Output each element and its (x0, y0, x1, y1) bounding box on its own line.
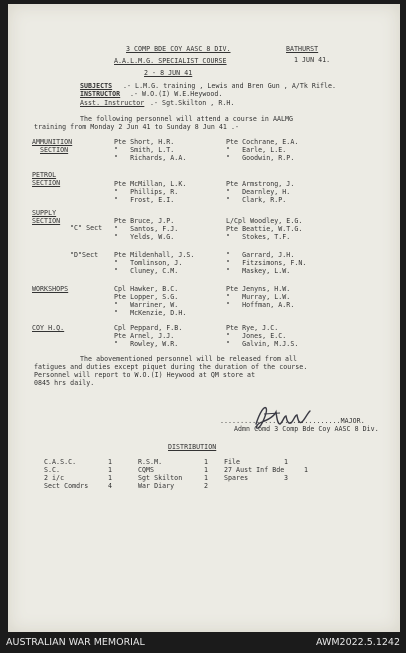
archive-reference: AWM2022.5.1242 (315, 637, 400, 648)
section-label: SECTION (32, 179, 61, 187)
distribution-count: 1 (204, 474, 209, 482)
personnel-entry: Pte Armstrong, J. (226, 180, 295, 188)
instructor-label: INSTRUCTOR (80, 90, 121, 98)
distribution-recipient: Spares (224, 474, 249, 482)
signatory-title: Admn Comd 3 Comp Bde Coy AASC 8 Div. (234, 425, 379, 433)
distribution-count: 2 (204, 482, 209, 490)
subjects-value: .- L.M.G. training , Lewis and Bren Gun , A/Tk Rifle. (123, 82, 337, 90)
personnel-entry: " Santos, F.J. (114, 225, 179, 233)
personnel-entry: " Stokes, T.F. (226, 233, 291, 241)
distribution-title: DISTRIBUTION (168, 443, 217, 451)
intro-line-1: The following personnel will attend a course in AALMG (80, 115, 294, 123)
section-label: AMMUNITION (32, 138, 73, 146)
distribution-count: 3 (284, 474, 289, 482)
personnel-entry: " Phillips, R. (114, 188, 179, 196)
personnel-entry: " Dearnley, H. (226, 188, 291, 196)
personnel-entry: " Rowley, W.R. (114, 340, 179, 348)
personnel-entry: " Frost, E.I. (114, 196, 175, 204)
document-sheet (8, 4, 400, 632)
location: BATHURST (286, 45, 319, 53)
release-line-4: 0845 hrs daily. (34, 379, 95, 387)
personnel-entry: Pte Lopper, S.G. (114, 293, 179, 301)
personnel-entry: Pte Beattie, W.T.G. (226, 225, 303, 233)
distribution-count: 1 (108, 466, 113, 474)
subsection-label: "C" Sect (70, 224, 103, 232)
distribution-recipient: War Diary (138, 482, 175, 490)
personnel-entry: " Warriner, W. (114, 301, 179, 309)
unit-heading: 3 COMP BDE COY AASC 8 DIV. (126, 45, 231, 53)
distribution-count: 1 (108, 474, 113, 482)
personnel-entry: Pte Arnel, J.J. (114, 332, 175, 340)
personnel-entry: " Goodwin, R.P. (226, 154, 295, 162)
subsection-label: "D"Sect (70, 251, 99, 259)
document-date: 1 JUN 41. (294, 56, 331, 64)
section-label: SECTION (32, 217, 61, 225)
distribution-count: 1 (108, 458, 113, 466)
release-line-3: Personnel will report to W.O.(I) Heywood at QM store at (34, 371, 256, 379)
distribution-count: 1 (304, 466, 309, 474)
section-label: PETROL (32, 171, 57, 179)
distribution-count: 1 (204, 466, 209, 474)
personnel-entry: " Tomlinson, J. (114, 259, 183, 267)
personnel-entry: L/Cpl Woodley, E.G. (226, 217, 303, 225)
release-line-1: The abovementioned personnel will be released from all (80, 355, 298, 363)
distribution-recipient: 2 i/c (44, 474, 65, 482)
release-line-2: fatigues and duties except piquet during the duration of the course. (34, 363, 308, 371)
distribution-recipient: S.C. (44, 466, 61, 474)
personnel-entry: Cpl Hawker, B.C. (114, 285, 179, 293)
archive-footer (0, 632, 406, 653)
asst-instructor-label: Asst. Instructor (80, 99, 145, 107)
signature-line: ..............................MAJOR. (220, 417, 365, 425)
course-period: 2 - 8 JUN 41 (144, 69, 193, 77)
personnel-entry: " Galvin, M.J.S. (226, 340, 299, 348)
personnel-entry: Pte Rye, J.C. (226, 324, 279, 332)
personnel-entry: " Murray, L.W. (226, 293, 291, 301)
personnel-entry: " Smith, L.T. (114, 146, 175, 154)
instructor-value: .- W.O.(I) W.E.Heywood. (130, 90, 223, 98)
distribution-recipient: C.A.S.C. (44, 458, 77, 466)
personnel-entry: " Earle, L.E. (226, 146, 287, 154)
personnel-entry: " Cluney, C.M. (114, 267, 179, 275)
personnel-entry: " Hoffman, A.R. (226, 301, 295, 309)
personnel-entry: Pte Bruce, J.P. (114, 217, 175, 225)
asst-instructor-value: .- Sgt.Skilton , R.H. (150, 99, 235, 107)
course-title: A.A.L.M.G. SPECIALIST COURSE (114, 57, 227, 65)
personnel-entry: " Richards, A.A. (114, 154, 187, 162)
personnel-entry: Cpl Peppard, F.B. (114, 324, 183, 332)
distribution-recipient: 27 Aust Inf Bde (224, 466, 285, 474)
distribution-recipient: CQMS (138, 466, 155, 474)
personnel-entry: " McKenzie, D.H. (114, 309, 187, 317)
personnel-entry: " Fitzsimons, F.N. (226, 259, 307, 267)
personnel-entry: " Jones, E.C. (226, 332, 287, 340)
intro-line-2: training from Monday 2 Jun 41 to Sunday 8 Jun 41 .- (34, 123, 240, 131)
personnel-entry: Pte McMillan, L.K. (114, 180, 187, 188)
archive-name: AUSTRALIAN WAR MEMORIAL (6, 637, 145, 648)
subjects-label: SUBJECTS (80, 82, 113, 90)
personnel-entry: " Garrard, J.H. (226, 251, 295, 259)
distribution-count: 1 (284, 458, 289, 466)
section-label: WORKSHOPS (32, 285, 69, 293)
section-label: SUPPLY (32, 209, 57, 217)
personnel-entry: Pte Cochrane, E.A. (226, 138, 299, 146)
personnel-entry: Pte Jenyns, H.W. (226, 285, 291, 293)
distribution-count: 4 (108, 482, 113, 490)
personnel-entry: Pte Mildenhall, J.S. (114, 251, 195, 259)
section-label: SECTION (40, 146, 69, 154)
personnel-entry: Pte Short, H.R. (114, 138, 175, 146)
distribution-count: 1 (204, 458, 209, 466)
personnel-entry: " Clark, R.P. (226, 196, 287, 204)
distribution-recipient: Sgt Skilton (138, 474, 183, 482)
personnel-entry: " Yelds, W.G. (114, 233, 175, 241)
distribution-recipient: Sect Comdrs (44, 482, 89, 490)
section-label: COY H.Q. (32, 324, 65, 332)
distribution-recipient: R.S.M. (138, 458, 163, 466)
personnel-entry: " Maskey, L.W. (226, 267, 291, 275)
distribution-recipient: File (224, 458, 241, 466)
